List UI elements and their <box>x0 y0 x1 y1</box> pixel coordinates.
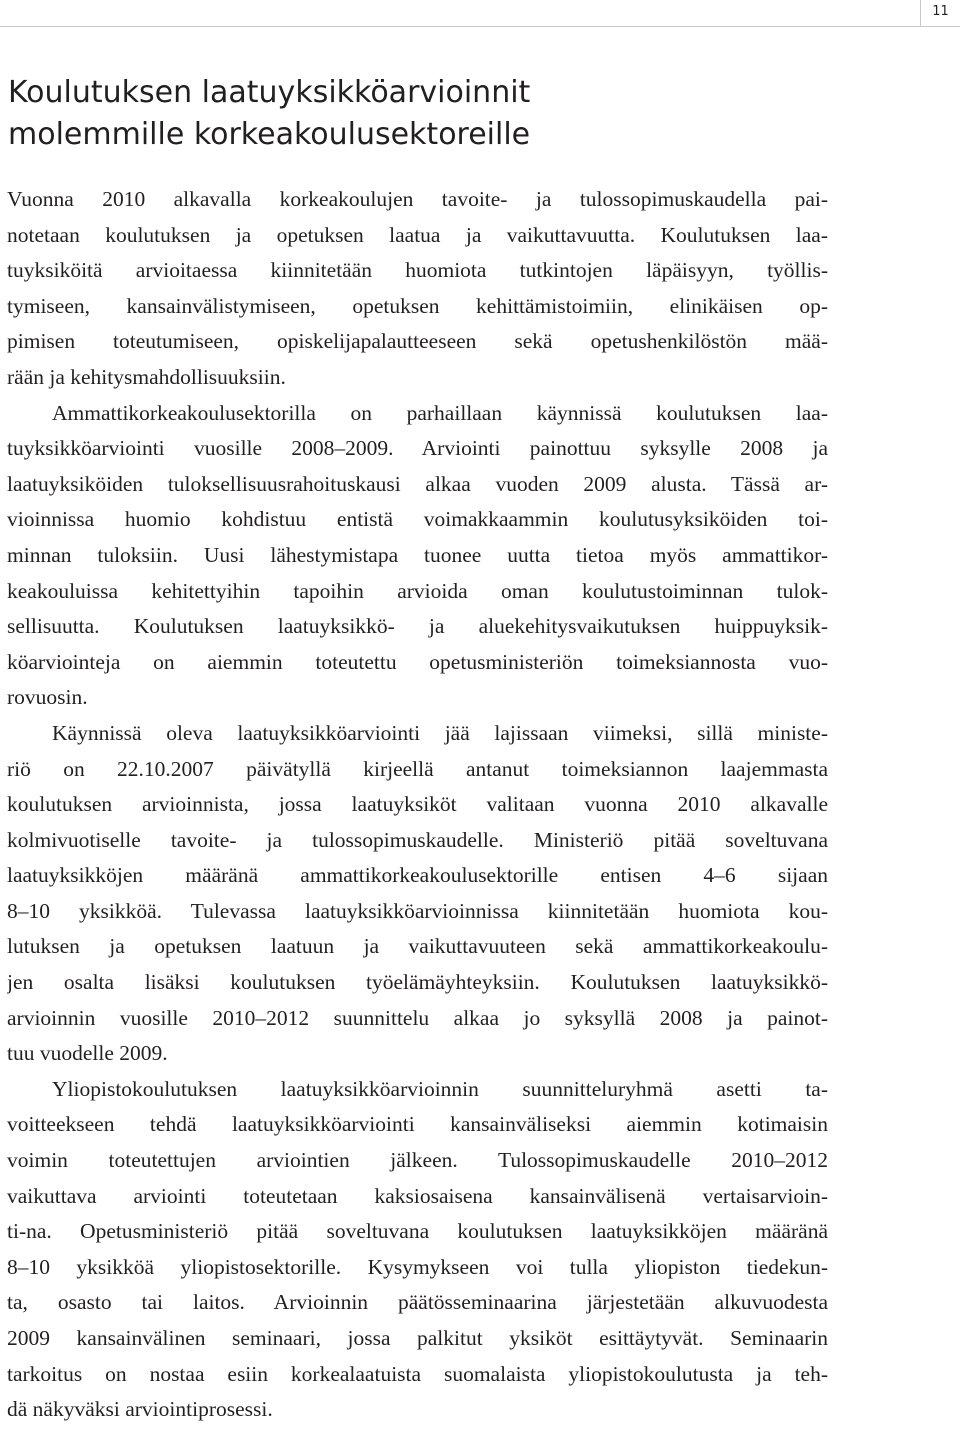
text-line: tarkoitus on nostaa esiin korkealaatuista suomalaista yliopistokoulutusta ja teh- <box>7 1361 828 1386</box>
text-line: Yliopistokoulutuksen laatuyksikköarvioinnin suunnitteluryhmä asetti ta- <box>52 1076 828 1101</box>
text-line: lutuksen ja opetuksen laatuun ja vaikuttavuuteen sekä ammattikorkeakoulu- <box>7 934 828 959</box>
text-line: Käynnissä oleva laatuyksikköarviointi jää lajissaan viimeksi, sillä ministe- <box>52 720 828 745</box>
text-line: notetaan koulutuksen ja opetuksen laatua ja vaikuttavuutta. Koulutuksen laa- <box>7 222 828 247</box>
text-line: rään ja kehitysmahdollisuuksiin. <box>7 364 286 389</box>
body-text <box>7 182 828 1428</box>
page-title <box>8 72 908 156</box>
text-line: vaikuttava arviointi toteutetaan kaksiosaisena kansainvälisenä vertaisarvioin- <box>7 1183 828 1208</box>
text-line: tuu vuodelle 2009. <box>7 1041 168 1066</box>
text-line: Vuonna 2010 alkavalla korkeakoulujen tavoite- ja tulossopimuskaudella pai- <box>7 187 828 211</box>
text-line: minnan tuloksiin. Uusi lähestymistapa tuonee uutta tietoa myös ammattikor- <box>7 542 828 567</box>
text-line: tymiseen, kansainvälistymiseen, opetuksen kehittämistoimiin, elinikäisen op- <box>7 293 828 318</box>
text-line: 8–10 yksikköä. Tulevassa laatuyksikköarvioinnissa kiinnitetään huomiota kou- <box>7 898 828 923</box>
text-line: arvioinnin vuosille 2010–2012 suunnittelu alkaa jo syksyllä 2008 ja painot- <box>7 1005 828 1030</box>
text-line: voimin toteutettujen arviointien jälkeen. Tulossopimuskaudelle 2010–2012 <box>7 1148 828 1173</box>
text-line: jen osalta lisäksi koulutuksen työelämäyhteyksiin. Koulutuksen laatuyksikkö- <box>7 970 828 995</box>
text-line: kolmivuotiselle tavoite- ja tulossopimuskaudelle. Ministeriö pitää soveltuvana <box>7 827 828 852</box>
paragraph-4 <box>7 1072 828 1428</box>
text-line: ti-na. Opetusministeriö pitää soveltuvana koulutuksen laatuyksikköjen määränä <box>7 1219 828 1244</box>
text-line: dä näkyväksi arviointiprosessi. <box>7 1397 273 1422</box>
text-line: vioinnissa huomio kohdistuu entistä voimakkaammin koulutusyksiköiden toi- <box>7 507 828 532</box>
text-line: laatuyksiköiden tuloksellisuusrahoituskausi alkaa vuoden 2009 alusta. Tässä ar- <box>7 471 828 496</box>
text-line: 8–10 yksikköä yliopistosektorille. Kysymykseen voi tulla yliopiston tiedekun- <box>7 1254 828 1279</box>
text-line: keakouluissa kehitettyihin tapoihin arvioida oman koulutustoiminnan tulok- <box>7 578 828 603</box>
text-line: sellisuutta. Koulutuksen laatuyksikkö- ja aluekehitysvaikutuksen huippuyksik- <box>7 614 828 639</box>
text-line: köarviointeja on aiemmin toteutettu opetusministeriön toimeksiannosta vuo- <box>7 649 828 674</box>
text-line: tuyksiköitä arvioitaessa kiinnitetään huomiota tutkintojen läpäisyyn, työllis- <box>7 258 828 283</box>
text-line: rovuosin. <box>7 685 88 710</box>
paragraph-2 <box>7 396 828 716</box>
text-line: voitteekseen tehdä laatuyksikköarviointi kansainväliseksi aiemmin kotimaisin <box>7 1112 828 1137</box>
text-line: laatuyksikköjen määränä ammattikorkeakoulusektorille entisen 4–6 sijaan <box>7 863 828 888</box>
text-line: riö on 22.10.2007 päivätyllä kirjeellä antanut toimeksiannon laajemmasta <box>7 756 828 781</box>
page-title-line-1: Koulutuksen laatuyksikköarvioinnit <box>8 75 531 110</box>
text-line: 2009 kansainvälinen seminaari, jossa palkitut yksiköt esittäytyvät. Seminaarin <box>7 1326 828 1350</box>
text-line: ta, osasto tai laitos. Arvioinnin päätösseminaarina järjestetään alkuvuodesta <box>7 1290 828 1315</box>
paragraph-3 <box>7 716 828 1072</box>
page-header-bar <box>0 0 960 28</box>
header-rule <box>0 26 960 27</box>
page-number: 11 <box>932 4 949 19</box>
text-line: Ammattikorkeakoulusektorilla on parhaillaan käynnissä koulutuksen laa- <box>52 400 828 425</box>
text-line: pimisen toteutumiseen, opiskelijapalautteeseen sekä opetushenkilöstön mää- <box>7 329 828 354</box>
text-line: koulutuksen arvioinnista, jossa laatuyksiköt valitaan vuonna 2010 alkavalle <box>7 792 828 817</box>
paragraph-1 <box>7 182 828 396</box>
page-title-line-2: molemmille korkeakoulusektoreille <box>8 117 531 152</box>
text-line: tuyksikköarviointi vuosille 2008–2009. Arviointi painottuu syksylle 2008 ja <box>7 436 828 461</box>
